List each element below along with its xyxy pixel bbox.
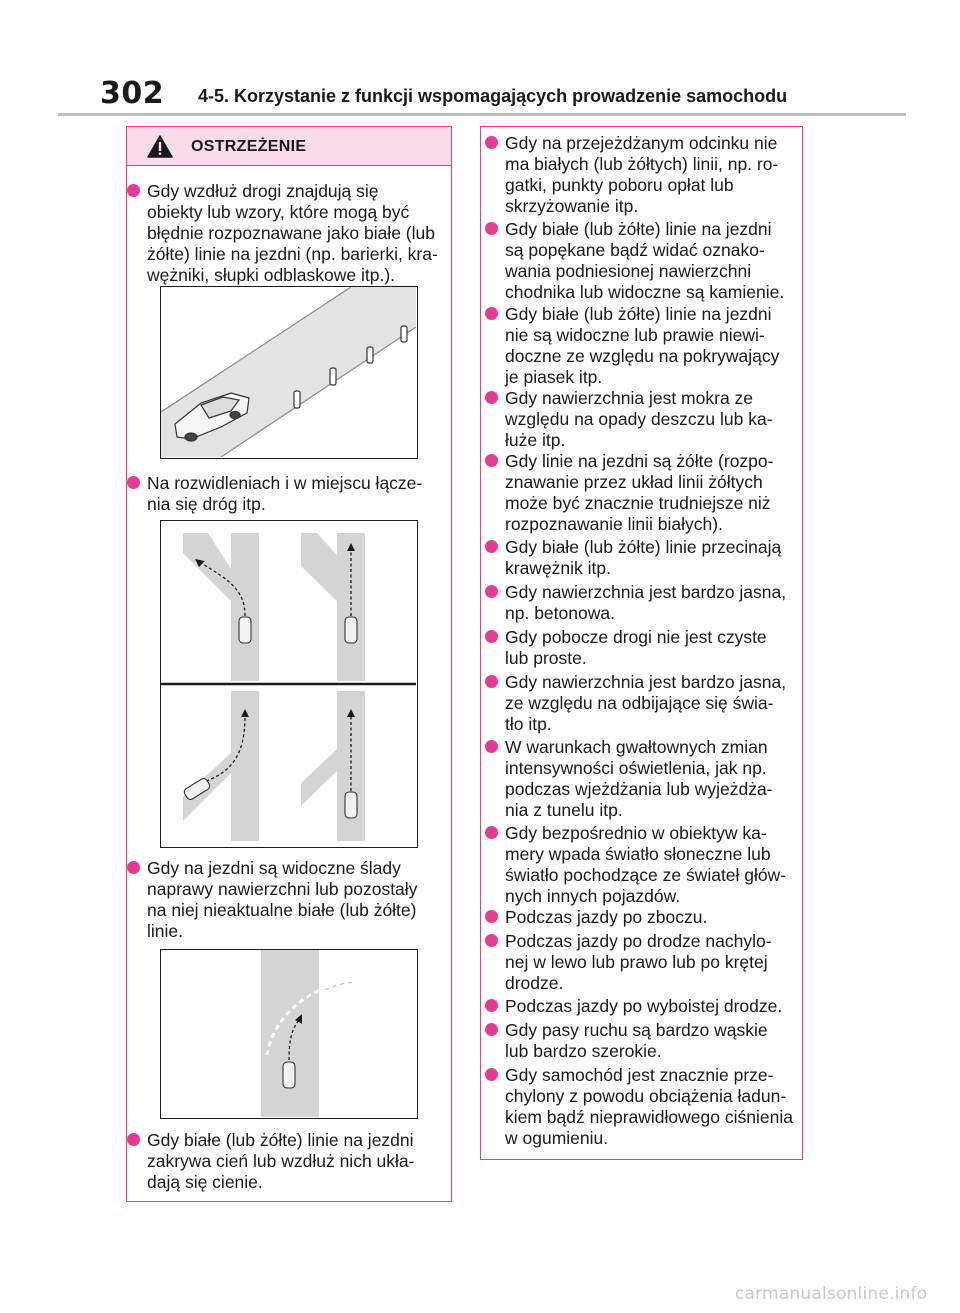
list-item: [505, 737, 801, 821]
section-title: 4-5. Korzystanie z funkcji wspomagających prowadzenie samochodu: [198, 86, 788, 106]
bullet-icon: [127, 1133, 140, 1146]
list-item: [147, 858, 447, 942]
list-item: [505, 133, 801, 217]
car-icon: [183, 617, 357, 818]
car-icon: [283, 1062, 295, 1088]
bullet-icon: [485, 740, 498, 753]
list-item-text: Gdy pasy ruchu są bardzo wąskie lub bardzo szerokie.: [505, 1020, 768, 1061]
bullet-icon: [127, 184, 140, 197]
warning-header: [127, 127, 451, 166]
bullet-icon: [127, 476, 140, 489]
list-item: [505, 996, 801, 1017]
list-item: [147, 181, 447, 286]
list-item-text: Podczas jazdy po wyboistej drodze.: [505, 996, 783, 1016]
list-item-text: Gdy nawierzchnia jest bardzo jasna, np. betonowa.: [505, 582, 787, 623]
list-item-text: Gdy na jezdni są widoczne ślady naprawy nawierzchni lub pozostały na niej nieaktualne białe (lub żółte) linie.: [147, 858, 418, 941]
list-item-text: Gdy nawierzchnia jest bardzo jasna, ze względu na odbijające się świa- tło itp.: [505, 672, 787, 734]
list-item: [505, 219, 801, 303]
list-item: [147, 473, 447, 515]
bullet-icon: [485, 222, 498, 235]
list-item: [505, 627, 801, 669]
list-item-text: Gdy bezpośrednio w obiektyw ka- mery wpada światło słoneczne lub światło pochodzące ze świateł głów- nych innych pojazdów.: [505, 823, 787, 906]
bullet-icon: [485, 540, 498, 553]
list-item-text: Gdy nawierzchnia jest mokra ze względu na opady deszczu lub ka- łuże itp.: [505, 388, 773, 450]
bullet-icon: [485, 910, 498, 923]
list-item: [505, 931, 801, 994]
list-item: [505, 451, 801, 535]
list-item-text: Podczas jazdy po zboczu.: [505, 907, 708, 927]
page-number: 302: [100, 76, 165, 111]
bullet-icon: [485, 1068, 498, 1081]
list-item-text: Gdy linie na jezdni są żółte (rozpo- znawanie przez układ linii żółtych może być znacznie trudniejsze niż rozpoznawanie linii białych).: [505, 451, 774, 534]
list-item: [505, 1020, 801, 1062]
warning-title: OSTRZEŻENIE: [191, 138, 307, 155]
bullet-icon: [485, 675, 498, 688]
bullet-icon: [485, 630, 498, 643]
warning-triangle-icon: [147, 135, 173, 158]
list-item: [505, 672, 801, 735]
list-item: [505, 537, 801, 579]
list-item-text: Gdy białe (lub żółte) linie na jezdni są popękane bądź widać oznako- wania podniesionej nawierzchni chodnika lub widoczne są kamienie.: [505, 219, 785, 302]
bullet-icon: [127, 861, 140, 874]
bullet-icon: [485, 391, 498, 404]
list-item: [505, 582, 801, 624]
bullet-icon: [485, 307, 498, 320]
list-item-text: Gdy białe (lub żółte) linie na jezdni nie są widoczne lub prawie niewi- doczne ze względu na pokrywający je piasek itp.: [505, 304, 780, 387]
bullet-icon: [485, 585, 498, 598]
list-item-text: Podczas jazdy po drodze nachylo- nej w lewo lub prawo lub po krętej drodze.: [505, 931, 772, 993]
warning-box-right: [480, 126, 803, 1160]
figure-car-poles: [160, 286, 418, 459]
list-item-text: W warunkach gwałtownych zmian intensywności oświetlenia, jak np. podczas wjeżdżania lub wyjeżdża- nia z tunelu itp.: [505, 737, 773, 820]
figure-old-markings: [160, 949, 418, 1119]
bullet-icon: [485, 454, 498, 467]
list-item-text: Gdy wzdłuż drogi znajdują się obiekty lub wzory, które mogą być błędnie rozpoznawane jako białe (lub żółte) linie na jezdni (np. barierki, kra- wężniki, słupki odblaskowe itp.).: [147, 181, 438, 285]
bullet-icon: [485, 934, 498, 947]
list-item-text: Gdy pobocze drogi nie jest czyste lub proste.: [505, 627, 767, 668]
header-rule: [58, 113, 906, 116]
list-item-text: Gdy samochód jest znacznie prze- chylony z powodu obciążenia ładun- kiem bądź nieprawidłowego ciśnienia w ogumieniu.: [505, 1065, 793, 1148]
road-surface: [301, 691, 365, 841]
road-surface: [301, 533, 365, 681]
bullet-icon: [485, 999, 498, 1012]
warning-box-left: [126, 126, 452, 1202]
list-item-text: Gdy białe (lub żółte) linie na jezdni zakrywa cień lub wzdłuż nich ukła- dają się cienie.: [147, 1130, 415, 1192]
list-item-text: Na rozwidleniach i w miejscu łącze- nia się dróg itp.: [147, 473, 423, 514]
bullet-icon: [485, 136, 498, 149]
list-item: [505, 388, 801, 451]
road-surface: [183, 691, 259, 841]
list-item-text: Gdy na przejeżdżanym odcinku nie ma białych (lub żółtych) linii, np. ro- gatki, punkty poboru opłat lub skrzyżowanie itp.: [505, 133, 779, 216]
bullet-icon: [485, 826, 498, 839]
list-item: [505, 823, 801, 907]
road-surface: [183, 533, 259, 681]
list-item: [147, 1130, 447, 1193]
list-item: [505, 304, 801, 388]
watermark: carmanualsonline.info: [735, 1284, 928, 1304]
figure-forks-merges: [160, 520, 418, 848]
bullet-icon: [485, 1023, 498, 1036]
list-item-text: Gdy białe (lub żółte) linie przecinają krawężnik itp.: [505, 537, 782, 578]
road-surface: [261, 950, 319, 1117]
list-item: [505, 907, 801, 928]
list-item: [505, 1065, 801, 1149]
